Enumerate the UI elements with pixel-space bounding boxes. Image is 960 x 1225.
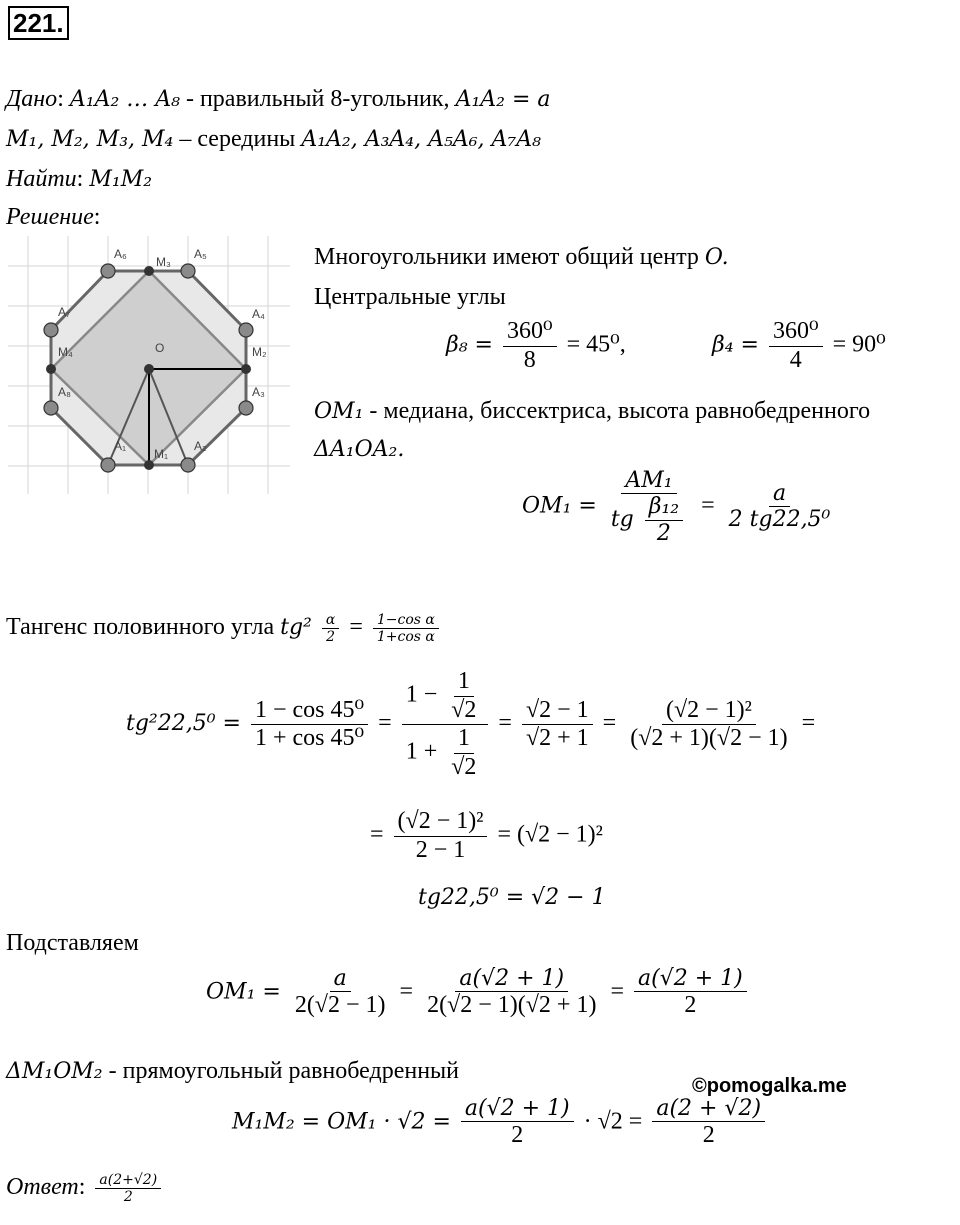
sub-num-2: a(√2 + 1) (455, 966, 568, 992)
sub-frac-1 (291, 966, 390, 1020)
cont-num: (√2 − 1)² (394, 808, 488, 837)
om1-eq: = (701, 492, 715, 519)
m1m2-lhs: M₁M₂ = OM₁ · √2 = (232, 1109, 451, 1135)
given-label: Дано (6, 86, 58, 112)
nested-den-inner (447, 725, 480, 781)
sub-frac-2 (423, 966, 600, 1020)
am1: AM₁ (621, 468, 676, 494)
label-a8: A₈ (58, 385, 71, 399)
label-o: O (155, 341, 165, 355)
inner-den-1: √2 (451, 696, 477, 723)
central-angles-line: Центральные углы (314, 284, 506, 310)
given-line-2 (6, 124, 541, 154)
answer-line: Ответ: $\frac{a(2+√2)}{2}$ (6, 1172, 165, 1205)
solution-label: Решение (6, 204, 94, 230)
answer-frac (95, 1172, 161, 1205)
find-line: Найти: M₁M₂ (6, 166, 153, 192)
sq-frac-den: (√2 + 1)(√2 − 1) (630, 725, 788, 752)
sub-frac-3 (634, 966, 747, 1020)
given-segments: A₁A₂, A₃A₄, A₅A₆, A₇A₈ (301, 127, 541, 152)
problem-number: 221. (8, 6, 69, 40)
substitute-line: Подставляем (6, 930, 139, 956)
beta12-den: 2 (656, 520, 671, 546)
m1m2-formula (232, 1096, 769, 1150)
label-a3: A₃ (252, 385, 265, 399)
sub-lhs: OM₁ = (206, 979, 281, 1005)
om1-frac-1 (607, 468, 691, 546)
sub-num-3: a(√2 + 1) (634, 966, 747, 992)
sqrt-frac-den: √2 + 1 (525, 725, 589, 752)
sub-den-1: 2(√2 − 1) (294, 992, 386, 1019)
label-a6: A₆ (114, 247, 127, 261)
m1m2-num-1: a(√2 + 1) (461, 1096, 574, 1122)
m1m2-frac-2 (652, 1096, 765, 1150)
om1-num-a: a (769, 481, 790, 507)
nested-num-inner (447, 668, 480, 724)
sq-frac-num: (√2 − 1)² (662, 697, 756, 726)
tg-half-beta (607, 494, 691, 546)
cos45-num: 1 − cos 45⁰ (251, 697, 368, 726)
given-midpoints: M₁, M₂, M₃, M₄ (6, 127, 174, 152)
tg2-eq-4: = (801, 710, 816, 737)
center-o-text: O. (704, 245, 729, 270)
label-a5: A₅ (194, 247, 207, 261)
m1m2-frac-1 (461, 1096, 574, 1150)
given-side: A₁A₂ = a (455, 87, 551, 112)
beta8-formula (446, 318, 626, 374)
label-m4: M₄ (58, 345, 73, 359)
tg-text: tg (610, 507, 634, 533)
alpha-den: 2 (326, 629, 336, 646)
given-line-1: Дано: A₁A₂ … A₈ - правильный 8-угольник, A₁A₂ = a (6, 86, 551, 112)
half-angle-tg2: tg² (280, 615, 312, 641)
beta8-rhs: = 45⁰, (566, 331, 626, 358)
find-value: M₁M₂ (89, 167, 153, 192)
answer-num: a(2+√2) (95, 1172, 161, 1189)
right-isosceles-line (6, 1056, 459, 1086)
inner-num-2: 1 (454, 725, 474, 754)
cont-eq: = (370, 821, 384, 848)
common-center-line (314, 242, 729, 272)
beta4-den: 4 (789, 346, 802, 373)
m1m2-den-1: 2 (511, 1122, 524, 1149)
half-angle-eq: = (349, 614, 363, 641)
cos-num: 1−cos α (373, 612, 439, 629)
label-m1: M₁ (154, 447, 169, 461)
inner-num-1: 1 (454, 668, 474, 697)
half-angle-text: Тангенс половинного угла (6, 614, 275, 641)
cos45-frac (251, 697, 368, 753)
nested-den-one: 1 + (405, 738, 438, 765)
sub-eq-2: = (610, 978, 624, 1005)
sub-num-1: a (330, 966, 351, 992)
find-label: Найти (6, 166, 77, 192)
sq-frac (626, 697, 791, 753)
solution-line: Решение: (6, 204, 101, 230)
om1-frac-2 (725, 481, 835, 533)
dm1om2: ΔM₁OM₂ (6, 1059, 103, 1084)
nested-frac (402, 668, 489, 781)
cont-frac (394, 808, 488, 864)
inner-den-2: √2 (451, 753, 477, 780)
tg2-eq-3: = (602, 710, 617, 737)
m1m2-den-2: 2 (702, 1122, 715, 1149)
sqrt-frac (522, 697, 593, 753)
nested-den (402, 725, 489, 781)
beta4-lhs: β₄ = (712, 332, 759, 358)
tg2-eq-2: = (498, 710, 512, 737)
m1m2-num-2: a(2 + √2) (652, 1096, 765, 1122)
alpha-num: α (322, 612, 339, 629)
sub-eq-1: = (399, 978, 414, 1005)
watermark: ©pomogalka.me (692, 1075, 847, 1097)
alpha-half-frac (322, 612, 339, 645)
label-a2: A₂ (194, 439, 207, 453)
given-polygon: A₁A₂ … A₈ (69, 87, 180, 112)
beta8-frac (503, 318, 557, 374)
label-a7: A₇ (58, 305, 71, 319)
tg-result: tg22,5⁰ = √2 − 1 (418, 885, 606, 910)
om1-den-2tg: 2 tg22,5⁰ (728, 507, 831, 533)
om1-label: OM₁ (314, 399, 364, 424)
beta4-num: 360⁰ (769, 318, 823, 347)
beta4-rhs: = 90⁰ (832, 331, 886, 358)
cos45-den: 1 + cos 45⁰ (254, 725, 365, 752)
beta12: β₁₂ (645, 494, 683, 520)
m1m2-mid: · √2 = (583, 1108, 643, 1135)
label-m3: M₃ (156, 255, 171, 269)
beta8-den: 8 (523, 346, 536, 373)
beta12-frac (645, 494, 683, 546)
answer-label: Ответ (6, 1174, 79, 1201)
tg2-lhs: tg²22,5⁰ = (126, 711, 241, 737)
om1-formula (522, 468, 838, 546)
nested-num-one: 1 − (405, 681, 438, 708)
tg2-eq-1: = (378, 710, 392, 737)
cos-frac (373, 612, 439, 645)
label-a4: A₄ (252, 307, 265, 321)
triangle-line: ΔA₁OA₂. (314, 437, 405, 462)
beta4-frac (769, 318, 823, 374)
tg2-formula (126, 668, 815, 781)
beta4-formula (712, 318, 886, 374)
cos-den: 1+cos α (376, 629, 435, 646)
median-line (314, 396, 870, 426)
nested-num (402, 668, 489, 725)
common-center-text: Многоугольники имеют общий центр (314, 244, 699, 270)
answer-den: 2 (123, 1189, 133, 1206)
beta8-num: 360⁰ (503, 318, 557, 347)
given-midpoints-text: – середины (179, 126, 296, 152)
om1-lhs: OM₁ = (522, 493, 597, 519)
sqrt-frac-num: √2 − 1 (522, 697, 593, 726)
sub-den-3: 2 (684, 992, 697, 1019)
cont-result: = (√2 − 1)² (497, 821, 603, 848)
octagon-figure (8, 236, 290, 494)
sub-den-2: 2(√2 − 1)(√2 + 1) (427, 992, 597, 1019)
right-isosceles-text: - прямоугольный равнобедренный (108, 1058, 460, 1084)
given-polygon-text: - правильный 8-угольник, (185, 86, 450, 112)
label-m2: M₂ (252, 345, 267, 359)
beta8-lhs: β₈ = (446, 332, 493, 358)
cont-den: 2 − 1 (415, 836, 466, 863)
substitute-formula (206, 966, 751, 1020)
sq-continuation (370, 808, 603, 864)
label-a1: A₁ (114, 439, 127, 453)
half-angle-line (6, 612, 443, 645)
median-text: - медиана, биссектриса, высота равнобедренного (369, 398, 871, 424)
